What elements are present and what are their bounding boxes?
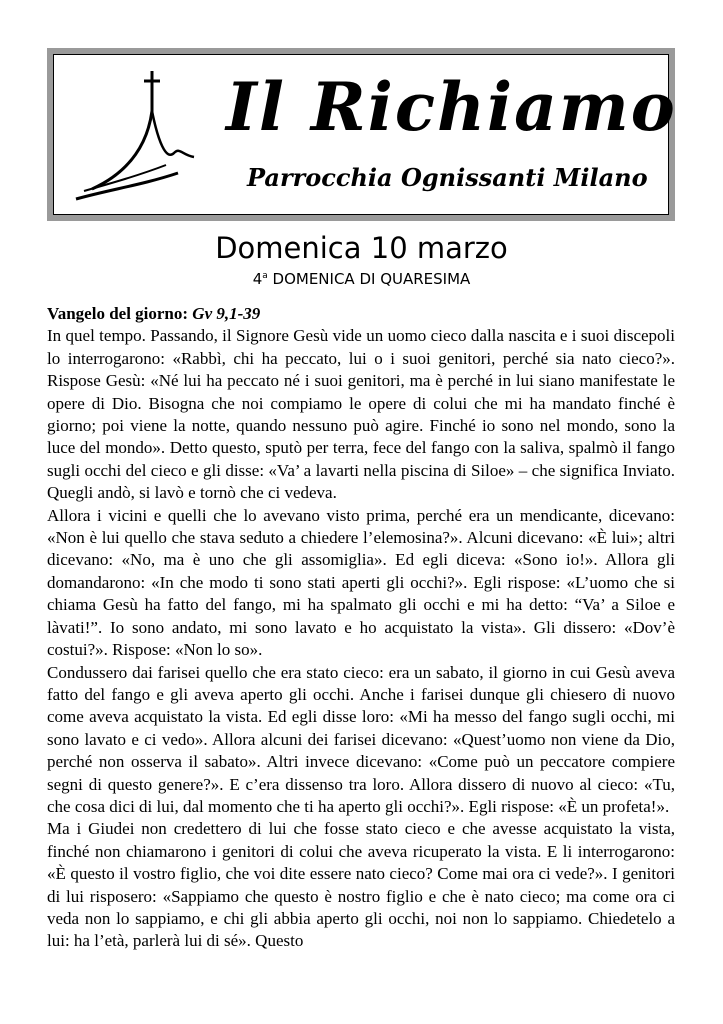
masthead-frame [53, 54, 677, 215]
gospel-label: Vangelo del giorno: [47, 304, 193, 323]
gospel-reading [47, 303, 675, 953]
gospel-paragraph: In quel tempo. Passando, il Signore Gesù vide un uomo cieco dalla nascita e i suoi discepoli lo interrogarono: «Rabbì, chi ha peccato, lui o i suoi genitori, perché sia nato cieco?». Rispose Gesù: «Né lui ha peccato né i suoi genitori, ma è perché in lui siano manifestate le opere di Dio. Bisogna che noi compiamo le opere di colui che mi ha mandato finché è giorno; poi viene la notte, quando nessuno può agire. Finché io sono nel mondo, sono la luce del mondo». Detto questo, sputò per terra, fece del fango con la saliva, spalmò il fango sugli occhi del cieco e gli disse: «Va’ a lavarti nella piscina di Siloe» – che significa Inviato. Quegli andò, si lavò e tornò che ci vedeva. [47, 326, 675, 503]
gospel-header [47, 303, 675, 325]
church-logo-icon [62, 61, 212, 207]
sunday-ordinal: a [262, 271, 268, 281]
sunday-text: DOMENICA DI QUARESIMA [267, 270, 471, 288]
parish-name: Parrocchia Ognissanti Milano [247, 163, 648, 192]
gospel-paragraph: Condussero dai farisei quello che era stato cieco: era un sabato, il giorno in cui Gesù aveva fatto del fango e gli aveva aperto gli occhi. Anche i farisei dunque gli chiesero di nuovo come aveva acquistato la vista. Ed egli disse loro: «Mi ha messo del fango sugli occhi, mi sono lavato e ci vedo». Allora alcuni dei farisei dicevano: «Quest’uomo non viene da Dio, perché non osserva il sabato». Altri invece dicevano: «Come può un peccatore compiere segni di questo genere?». E c’era dissenso tra loro. Allora dissero di nuovo al cieco: «Tu, che cosa dici di lui, dal momento che ti ha aperto gli occhi?». Egli rispose: «È un profeta!». [47, 662, 675, 816]
sunday-number: 4 [252, 270, 263, 288]
masthead [47, 48, 675, 221]
gospel-reference: Gv 9,1-39 [192, 304, 261, 323]
gospel-paragraph: Allora i vicini e quelli che lo avevano visto prima, perché era un mendicante, dicevano: «Non è lui quello che stava seduto a chiedere l’elemosina?». Alcuni dicevano: «È lui»; altri dicevano: «No, ma è uno che gli assomiglia». Ed egli diceva: «Sono io!». Allora gli domandarono: «In che modo ti sono stati aperti gli occhi?». Egli rispose: «L’uomo che si chiama Gesù ha fatto del fango, mi ha spalmato gli occhi e mi ha detto: “Va’ a Siloe e làvati!”. Io sono andato, mi sono lavato e ho acquistato la vista». Gli dissero: «Dov’è costui?». Rispose: «Non lo so». [47, 505, 675, 660]
newsletter-title: Il Richiamo [226, 68, 677, 146]
date-heading: Domenica 10 marzo [215, 231, 508, 265]
liturgical-sunday [0, 266, 723, 289]
gospel-paragraph: Ma i Giudei non credettero di lui che fosse stato cieco e che avesse acquistato la vista, finché non chiamarono i genitori di colui che aveva ricuperato la vista. E li interrogarono: «È questo il vostro figlio, che voi dite essere nato cieco? Come mai ora ci vede?». I genitori di lui risposero: «Sappiamo che questo è nostro figlio e che è nato cieco; ma come ora ci veda non lo sappiamo, e chi gli abbia aperto gli occhi, noi non lo sappiamo. Chiedetelo a lui: ha l’età, parlerà lui di sé». Questo [47, 819, 675, 951]
